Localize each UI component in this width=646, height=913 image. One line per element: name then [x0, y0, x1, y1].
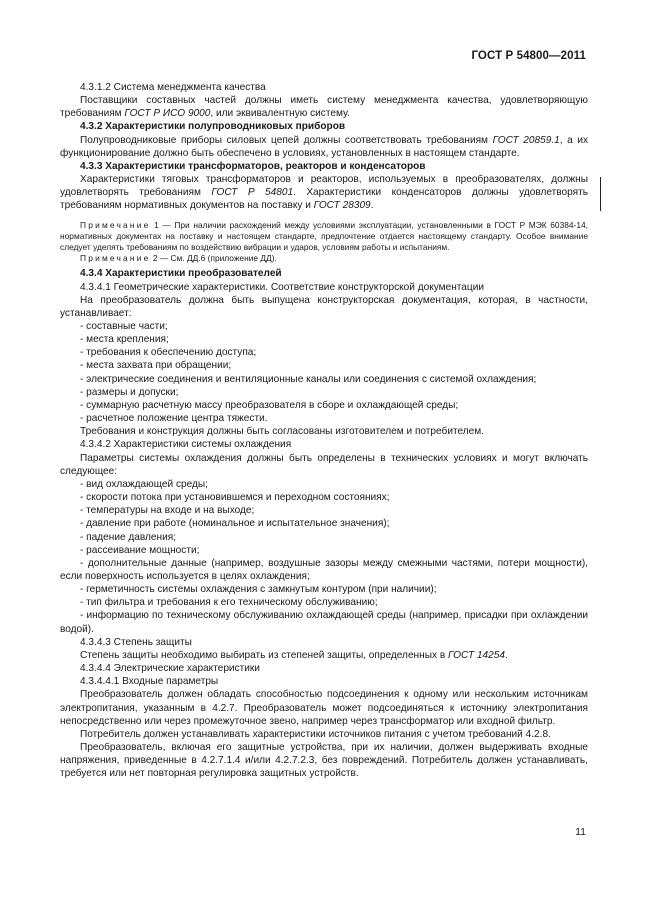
- text-part: Поставщики составных частей должны иметь систему менеджмента качества, удовлетворяющую требованиям: [60, 95, 588, 120]
- list-item: - давление при работе (номинальное и испытательное значения);: [80, 518, 390, 530]
- section-4-3-4-2-heading: 4.3.4.2 Характеристики системы охлаждения: [80, 439, 292, 451]
- list-item: - скорости потока при установившемся и переходном состояниях;: [80, 492, 390, 504]
- section-4-3-1-2-text: [60, 94, 588, 120]
- page-body: [60, 81, 588, 780]
- section-4-3-4-1-outro: Требования и конструкция должны быть согласованы изготовителем и потребителем.: [80, 426, 484, 438]
- note-text: — См. ДД.6 (приложение ДД).: [157, 253, 277, 264]
- standard-header: ГОСТ Р 54800—2011: [471, 50, 586, 62]
- change-bar: [600, 177, 601, 211]
- list-item: - температуры на входе и на выходе;: [80, 505, 255, 517]
- standard-reference: ГОСТ 14254: [447, 649, 505, 661]
- list-item: - составные части;: [80, 321, 168, 332]
- list-item: - тип фильтра и требования к его техническому обслуживанию;: [80, 597, 378, 609]
- list-item: - информацию по техническому обслуживанию охлаждающей среды (например, присадки при охлаждении водой).: [60, 610, 588, 635]
- list-item: - дополнительные данные (например, воздушные зазоры между смежными частями, потери мощности), если поверхность используется в целях охлаждения;: [60, 557, 588, 582]
- standard-reference: ГОСТ 28309: [313, 200, 371, 212]
- note-label: Примечание: [80, 219, 151, 230]
- text-part: Характеристики тяговых трансформаторов и реакторов, используемых в преобразователях, должны удовлетворять требованиям: [60, 174, 588, 199]
- page-number: 11: [575, 826, 586, 838]
- note-1: [60, 220, 588, 254]
- list-item: - вид охлаждающей среды;: [80, 478, 208, 490]
- text-part: , или эквивалентную систему.: [210, 108, 350, 120]
- list-item: - рассеивание мощности;: [80, 544, 200, 556]
- section-4-3-1-2-heading: 4.3.1.2 Система менеджмента качества: [80, 82, 266, 93]
- note-2: [60, 253, 588, 264]
- text-part: .: [504, 649, 508, 661]
- standard-reference: ГОСТ Р ИСО 9000: [124, 108, 211, 120]
- text-part: Степень защиты необходимо выбирать из степеней защиты, определенных в: [80, 649, 448, 661]
- text-part: , а их функционирование должно быть обеспечено в условиях, установленных в настоящем стандарте.: [60, 134, 589, 159]
- list-item: - места захвата при обращении;: [80, 360, 232, 372]
- list-item: - суммарную расчетную массу преобразователя в сборе и охлаждающей среды;: [80, 399, 459, 411]
- text-part: . Характеристики конденсаторов должны удовлетворять требованиям нормативных документов на поставку и: [60, 187, 588, 212]
- input-params-paragraph-1: Преобразователь должен обладать способностью подсоединения к одному или нескольким источникам электропитания, указанным в 4.2.7. Преобразователь может подсоединяться к источнику электропитания непосредственно или через промежуточное звено, например через трансформатор или входной фильтр.: [60, 689, 588, 727]
- section-4-3-4-1-heading: 4.3.4.1 Геометрические характеристики. Соответствие конструкторской документации: [80, 281, 484, 293]
- standard-reference: ГОСТ Р 54801: [211, 187, 294, 199]
- list-item: - герметичность системы охлаждения с замкнутым контуром (при наличии);: [80, 584, 437, 596]
- list-item: - расчетное положение центра тяжести.: [80, 413, 268, 425]
- note-number: 1: [154, 219, 159, 230]
- standard-reference: ГОСТ 20859.1: [492, 134, 560, 146]
- section-4-3-2-text: [60, 134, 588, 160]
- section-4-3-4-3-text: [60, 649, 588, 662]
- list-item: - места крепления;: [80, 334, 169, 346]
- design-doc-list: [60, 320, 588, 425]
- section-4-3-4-4-1-heading: 4.3.4.4.1 Входные параметры: [80, 676, 219, 688]
- input-params-paragraph-3: Преобразователь, включая его защитные устройства, при их наличии, должен выдерживать входные напряжения, приведенные в 4.2.7.1.4 и/или 4.2.7.2.3, без повреждений. Потребитель должен устанавливать, требуется или нет повторная регулировка защитных устройств.: [60, 742, 588, 780]
- section-4-3-4-1-intro: На преобразователь должна быть выпущена конструкторская документация, которая, в частности, устанавливает:: [60, 294, 588, 319]
- note-label: Примечание: [80, 253, 151, 264]
- cooling-params-list: [60, 478, 588, 636]
- section-4-3-3-heading: 4.3.3 Характеристики трансформаторов, реакторов и конденсаторов: [80, 160, 426, 172]
- note-number: 2: [152, 253, 158, 264]
- section-4-3-2-heading: 4.3.2 Характеристики полупроводниковых приборов: [80, 121, 346, 133]
- section-4-3-4-2-intro: Параметры системы охлаждения должны быть определены в технических условиях и могут включать следующее:: [60, 452, 588, 477]
- text-part: .: [370, 200, 374, 212]
- list-item: - размеры и допуски;: [80, 386, 179, 398]
- section-4-3-4-3-heading: 4.3.4.3 Степень защиты: [80, 636, 192, 648]
- note-text: — При наличии расхождений между условиями эксплуатации, установленными в ГОСТ Р МЭК 60384-14, нормативных документах на поставку и настоящем стандарте, предпочтение отдается настоящему стандарту. Особое внимание следует уделять требованиям по воздействию вибрации и ударов, условиям работы и испытаниям.: [60, 219, 588, 252]
- section-4-3-4-4-heading: 4.3.4.4 Электрические характеристики: [80, 663, 260, 675]
- section-4-3-4-heading: 4.3.4 Характеристики преобразователей: [80, 268, 282, 280]
- input-params-paragraph-2: Потребитель должен устанавливать характеристики источников питания с учетом требований 4.2.8.: [80, 728, 551, 740]
- list-item: - падение давления;: [80, 531, 176, 543]
- list-item: - электрические соединения и вентиляционные каналы или соединения с системой охлаждения;: [80, 373, 537, 385]
- text-part: Полупроводниковые приборы силовых цепей должны соответствовать требованиям: [80, 134, 493, 146]
- list-item: - требования к обеспечению доступа;: [80, 347, 257, 359]
- section-4-3-3-text: [60, 173, 588, 212]
